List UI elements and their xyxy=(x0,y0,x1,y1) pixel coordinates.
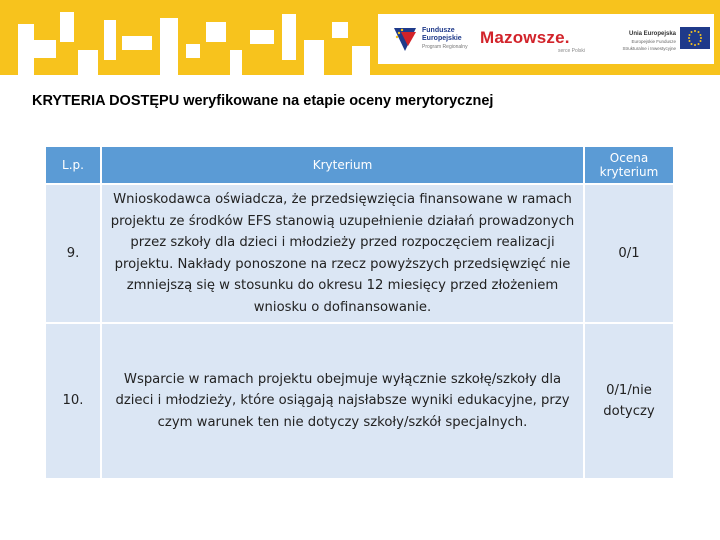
fundusze-title: Fundusze Europejskie xyxy=(422,27,462,42)
decor-shape xyxy=(18,24,34,75)
eu-flag-icon xyxy=(680,27,710,49)
decor-shape xyxy=(60,12,74,42)
decor-shape xyxy=(206,22,226,42)
decor-shape xyxy=(34,40,56,58)
decor-shape xyxy=(160,18,178,75)
decor-shape xyxy=(250,30,274,44)
unia-title: Unia Europejska xyxy=(628,31,676,37)
fundusze-subtitle: Program Regionalny xyxy=(422,44,468,50)
column-header-kryterium: Kryterium xyxy=(102,147,583,183)
decor-shape xyxy=(78,50,98,75)
column-header-ocena: Ocena kryterium xyxy=(585,147,673,183)
header-banner xyxy=(0,0,720,75)
table-row xyxy=(46,185,673,322)
page-title: KRYTERIA DOSTĘPU weryfikowane na etapie oceny merytorycznej xyxy=(32,93,494,109)
table-header-row xyxy=(46,147,673,183)
row-kryterium: Wnioskodawca oświadcza, że przedsięwzięcia finansowane w ramach projektu ze środków EFS stanowią uzupełnienie działań prowadzonych przez szkoły dla dzieci i młodzieży przed rozpoczęciem realizacji projektu. Nakłady ponoszone na rzecz powyższych przedsięwzięć nie zmniejszą się w stosunku do okresu 12 miesięcy przed złożeniem wniosku o dofinansowanie. xyxy=(102,185,583,322)
decor-shape xyxy=(230,50,242,75)
row-ocena: 0/1/nie dotyczy xyxy=(585,324,673,478)
decor-shape xyxy=(282,14,296,60)
decor-shape xyxy=(352,46,370,75)
logo-strip xyxy=(378,14,714,64)
row-lp: 10. xyxy=(46,324,100,478)
criteria-table xyxy=(44,145,675,480)
column-header-lp: L.p. xyxy=(46,147,100,183)
decor-shape xyxy=(186,44,200,58)
row-ocena: 0/1 xyxy=(585,185,673,322)
mazowsze-logo: Mazowsze. xyxy=(480,28,570,47)
fundusze-europejskie-logo-icon xyxy=(392,24,418,54)
decor-shape xyxy=(304,40,324,75)
decor-shape xyxy=(104,20,116,60)
mazowsze-subtitle: serce Polski xyxy=(558,48,585,54)
unia-subtitle: Europejskie Fundusze Strukturalne i Inwestycyjne xyxy=(622,39,676,51)
decor-shape xyxy=(332,22,348,38)
row-kryterium: Wsparcie w ramach projektu obejmuje wyłącznie szkołę/szkoły dla dzieci i młodzieży, które osiągają najsłabsze wyniki edukacyjne, przy czym warunek ten nie dotyczy szkoły/szkół specjalnych. xyxy=(102,324,583,478)
table-row xyxy=(46,324,673,478)
fundusze-europejskie-logo-text xyxy=(422,27,468,51)
decor-shape xyxy=(122,36,152,50)
unia-europejska-logo-text xyxy=(620,31,676,52)
row-lp: 9. xyxy=(46,185,100,322)
